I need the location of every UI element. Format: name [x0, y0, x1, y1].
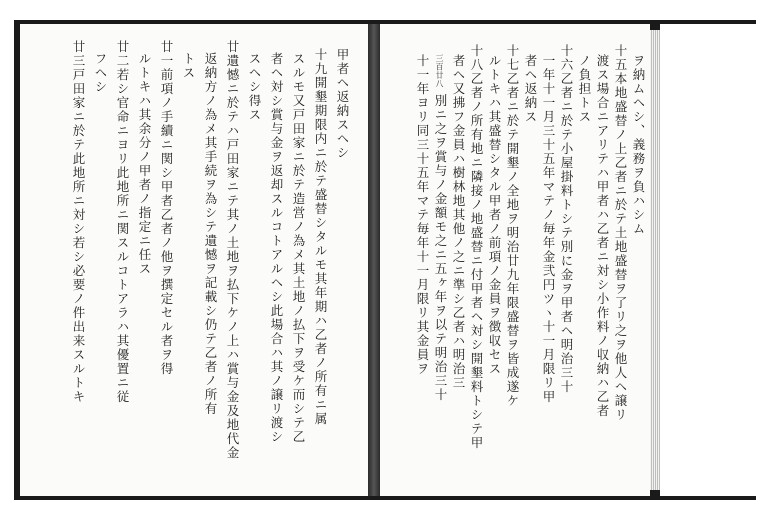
text-column: スルモ又戸田家ニ於テ造営ノ為メ其土地ノ払下ヲ受ケ而シテ乙 — [291, 52, 306, 444]
text-column: 十五本地盛替ノ上乙者ニ於テ土地盛替ヲ了リ之ヲ他人ヘ譲リ — [613, 44, 628, 422]
text-column: ノ負担トス — [577, 54, 592, 124]
text-column: 十八乙者ノ所有地ニ隣接ノ地盛替ニ付甲者ヘ対シ開墾料トシテ甲 — [469, 44, 484, 450]
text-column: トス — [181, 52, 196, 80]
text-column: 十六乙者ニ於テ小屋掛料トシテ別に金ヲ甲者ヘ明治三十 — [559, 44, 574, 394]
text-column: 者ヘ返納ス — [523, 54, 538, 124]
text-column: 者ヘ対シ賞与金ヲ返却スルコトアルヘシ此場合ハ其ノ譲リ渡シ — [269, 52, 284, 444]
text-column: 十九開墾期限内ニ於テ盛替シタルモ其年期ハ乙者ノ所有ニ属 — [313, 48, 328, 426]
book-gutter — [368, 24, 380, 496]
text-column: ルトキハ其余分ノ甲者ノ指定ニ任ス — [137, 52, 152, 276]
text-column: 十七乙者ニ於テ開墾ノ全地ヲ明治廿九年限盛替ヲ皆成遂ケ — [505, 44, 520, 408]
text-column: 甲者ヘ返納スヘシ — [335, 48, 350, 160]
text-column: 者ヘ又拂フ金員ハ樹林地其他ノ之ニ準シ乙者ハ明治三 — [451, 54, 466, 390]
text-column: 十一年ヨリ同三十五年マテ毎年十一月限リ其金員ヲ — [415, 54, 430, 376]
page-number: 三百廿八 — [435, 54, 444, 88]
text-column: 廿二若シ官命ニヨリ此地所ニ関スルコトアラハ其優置ニ従 — [115, 40, 130, 404]
text-column: 廿一前項ノ手續ニ関シ甲者乙者ノ他ヲ撰定セル者ヲ得 — [159, 40, 174, 376]
page-edges — [650, 30, 660, 490]
text-column: ルトキハ其盛替シタル甲者ノ前項ノ金員ヲ徴収セス — [487, 54, 502, 376]
text-column: 廿遺憾ニ於テハ戸田家ニテ其ノ土地ヲ払下ケノ上ハ賞与金及地代金 — [225, 40, 240, 460]
left-page — [20, 24, 368, 496]
text-column: 返納方ノ為メ其手続ヲ為シテ遺憾ヲ記載シ仍テ乙者ノ所有 — [203, 52, 218, 416]
scan-margin — [660, 24, 756, 496]
text-column: 渡ス場合ニアリテハ甲者ハ乙者ニ対シ小作料ノ収納ハ乙者 — [595, 54, 610, 418]
text-column: スヘシ得ス — [247, 52, 262, 122]
text-column: 別ニ之ヲ賞与ノ金額モ之ニ五ヶ年ヲ以テ明治三十 — [433, 94, 448, 402]
text-column: フヘシ — [93, 52, 108, 94]
right-page — [380, 24, 650, 496]
text-column: 一年十一月三十五年マテノ毎年金弐円ツヽ十一月限リ甲 — [541, 54, 556, 404]
text-column: 廿三戸田家ニ於テ此地所ニ対シ若シ必要ノ件出来スルトキ — [71, 40, 86, 404]
text-column: ヲ納ムヘシ、義務ヲ負ハシム — [631, 54, 646, 236]
